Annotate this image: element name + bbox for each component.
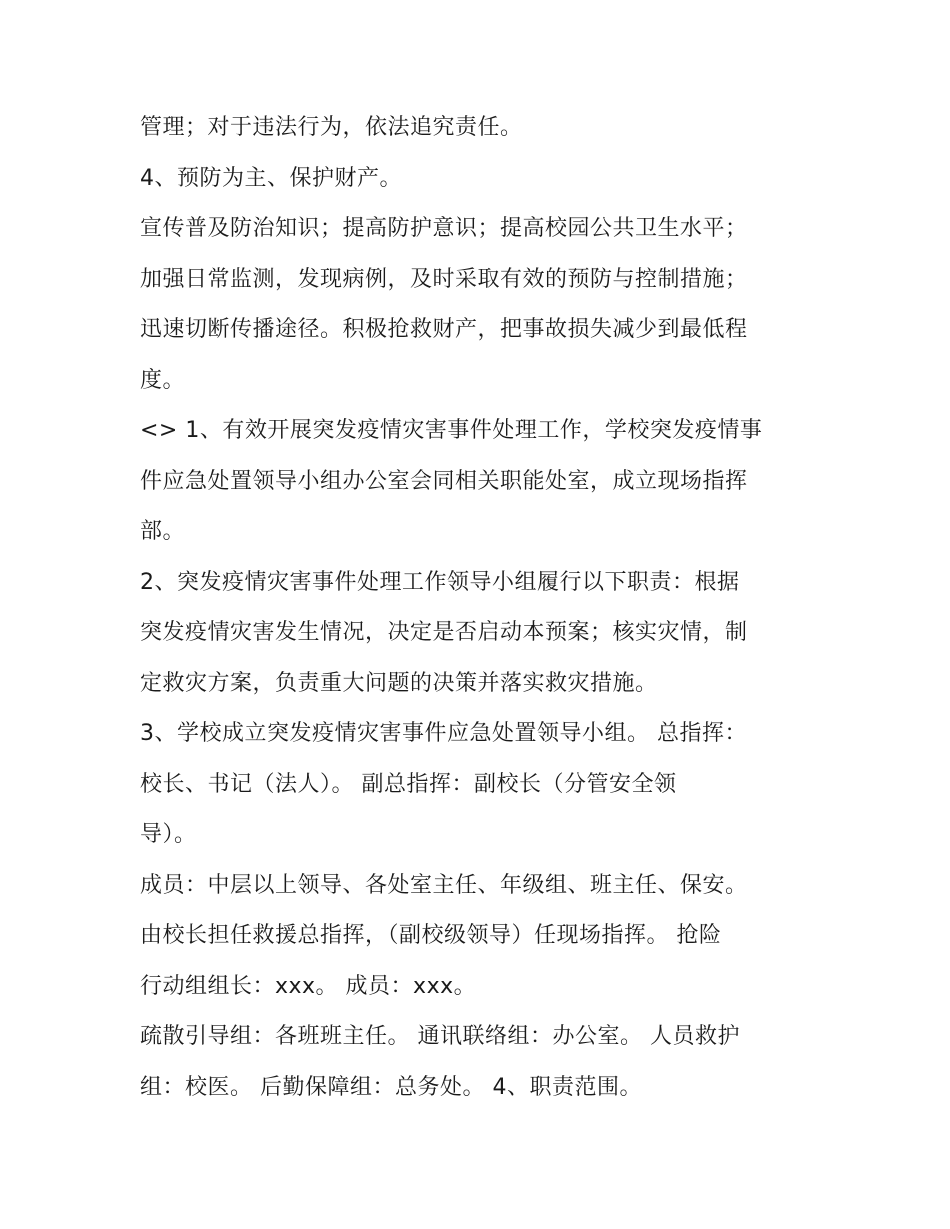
text-line: <> 1、有效开展突发疫情灾害事件处理工作，学校突发疫情事 — [140, 418, 763, 443]
text-line: 加强日常监测，发现病例，及时采取有效的预防与控制措施； — [140, 266, 748, 292]
text-line: 部。 — [140, 519, 186, 544]
text-line: 管理；对于违法行为，依法追究责任。 — [140, 115, 523, 140]
text-line: 校长、书记（法人）。 副总指挥：副校长（分管安全领 — [140, 771, 677, 797]
text-line: 导）。 — [140, 822, 197, 847]
text-line: 行动组组长：xxx。 成员：xxx。 — [140, 973, 477, 999]
text-line: 4、预防为主、保护财产。 — [140, 165, 402, 191]
text-line: 成员：中层以上领导、各处室主任、年级组、班主任、保安。 — [140, 872, 748, 898]
text-line: 3、学校成立突发疫情灾害事件应急处置领导小组。 总指挥： — [140, 721, 747, 746]
document-body — [140, 103, 830, 1113]
text-line: 度。 — [140, 367, 186, 393]
text-line: 由校长担任救援总指挥，（副校级领导）任现场指挥。 抢险 — [140, 923, 722, 948]
text-line: 迅速切断传播途径。积极抢救财产，把事故损失减少到最低程 — [140, 317, 748, 342]
text-line: 宣传普及防治知识；提高防护意识；提高校园公共卫生水平； — [140, 216, 748, 241]
text-line: 突发疫情灾害发生情况，决定是否启动本预案；核实灾情，制 — [140, 620, 748, 645]
text-line: 疏散引导组：各班班主任。 通讯联络组：办公室。 人员救护 — [140, 1024, 740, 1049]
text-line: 2、突发疫情灾害事件处理工作领导小组履行以下职责：根据 — [140, 569, 740, 595]
text-line: 组：校医。 后勤保障组：总务处。 4、职责范围。 — [140, 1074, 642, 1100]
text-line: 定救灾方案，负责重大问题的决策并落实救灾措施。 — [140, 670, 658, 696]
text-line: 件应急处置领导小组办公室会同相关职能处室，成立现场指挥 — [140, 468, 748, 494]
